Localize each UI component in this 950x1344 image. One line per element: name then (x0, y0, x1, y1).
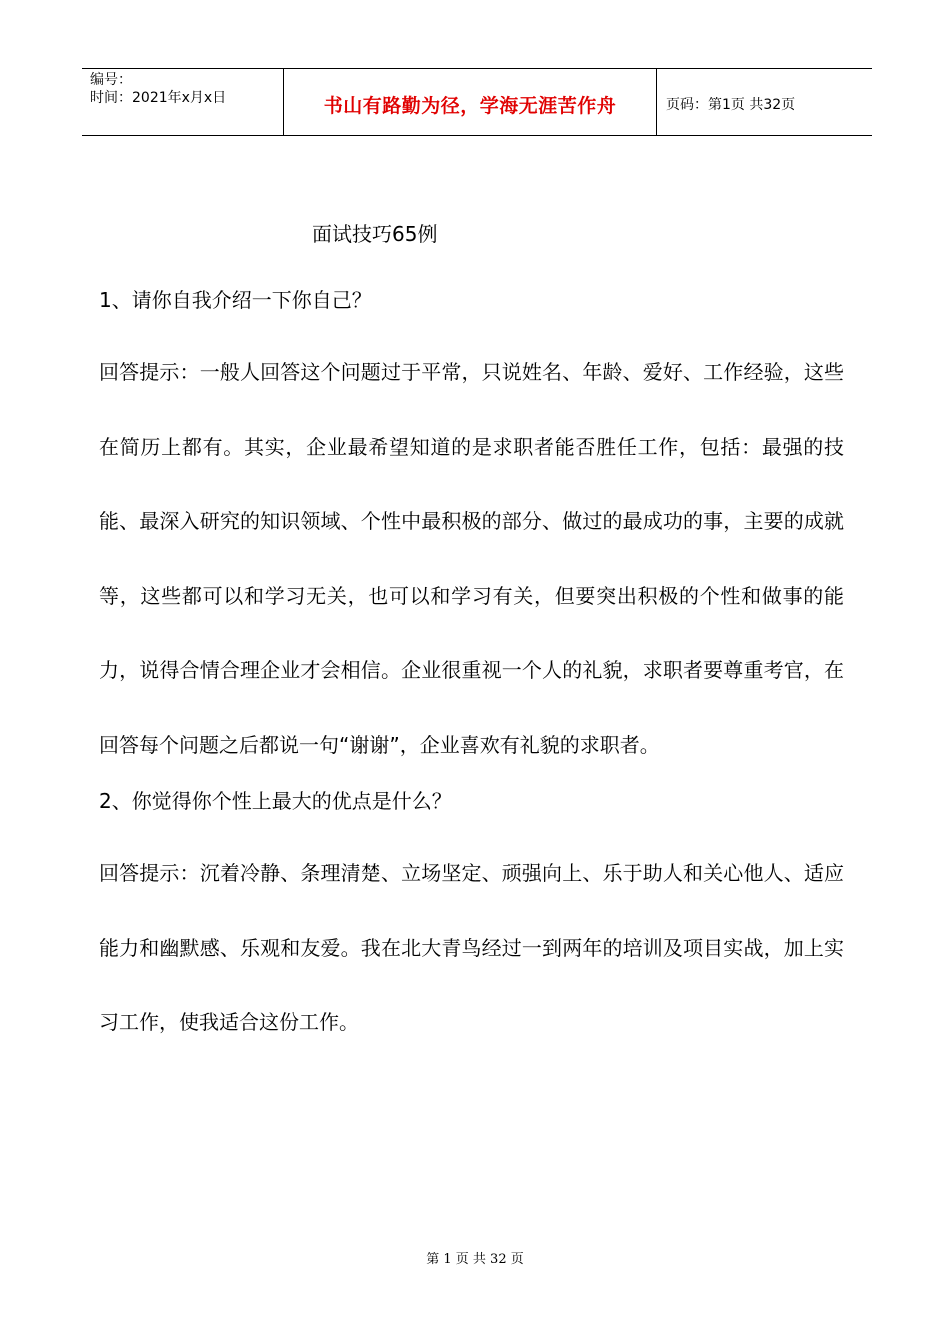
header-code-label: 编号： (90, 72, 132, 88)
document-title: 面试技巧65例 (312, 222, 438, 246)
page-header (82, 68, 872, 136)
header-time-label: 时间：2021年x月x日 (90, 90, 227, 106)
document-body (99, 285, 844, 1060)
header-motto: 书山有路勤为径，学海无涯苦作舟 (323, 95, 617, 117)
page-footer: 第 1 页 共 32 页 (426, 1252, 524, 1267)
header-meta (90, 71, 226, 107)
answer-1: 回答提示：一般人回答这个问题过于平常，只说姓名、年龄、爱好、工作经验，这些在简历上都有。其实，企业最希望知道的是求职者能否胜任工作，包括：最强的技能、最深入研究的知识领域、个性中最积极的部分、做过的最成功的事，主要的成就等，这些都可以和学习无关，也可以和学习有关，但要突出积极的个性和做事的能力，说得合情合理企业才会相信。企业很重视一个人的礼貌，求职者要尊重考官，在回答每个问题之后都说一句“谢谢”，企业喜欢有礼貌的求职者。 (99, 360, 844, 757)
header-page-info: 页码：第1页 共32页 (666, 97, 796, 113)
header-divider-right (656, 69, 657, 135)
question-2: 2、你觉得你个性上最大的优点是什么？ (99, 789, 452, 813)
answer-2: 回答提示：沉着冷静、条理清楚、立场坚定、顽强向上、乐于助人和关心他人、适应能力和幽默感、乐观和友爱。我在北大青鸟经过一到两年的培训及项目实战，加上实习工作，使我适合这份工作。 (99, 861, 844, 1034)
question-1: 1、请你自我介绍一下你自己？ (99, 288, 372, 312)
